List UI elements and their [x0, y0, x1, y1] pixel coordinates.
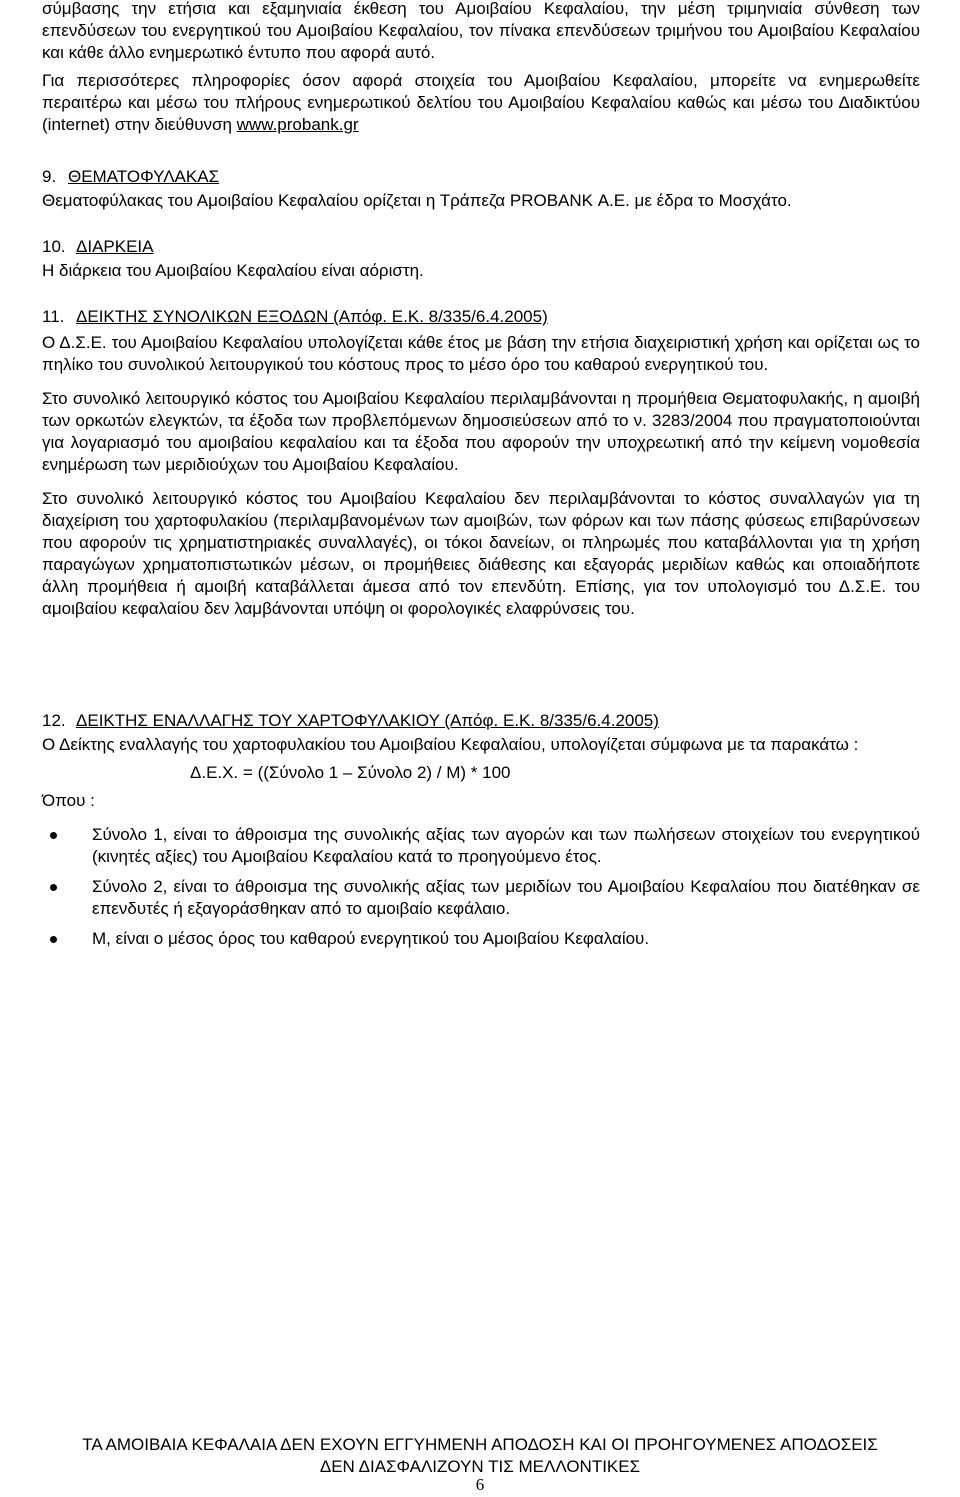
bullet-icon [50, 884, 57, 891]
section-9-body: Θεματοφύλακας του Αμοιβαίου Κεφαλαίου ορίζεται η Τράπεζα PROBANK Α.Ε. με έδρα το Μοσχάτο. [42, 191, 792, 210]
section-10-title: ΔΙΑΡΚΕΙΑ [76, 237, 154, 256]
section-11-paragraph-3: Στο συνολικό λειτουργικό κόστος του Αμοιβαίου Κεφαλαίου δεν περιλαμβάνονται το κόστος συναλλαγών για τη διαχείριση του χαρτοφυλακίου (περιλαμβανομένων των αμοιβών, των φόρων και των πάσης φύσεως επιβαρύνσεων που αφορούν τις χρηματιστηριακές συναλλαγές), οι τόκοι δανείων, οι πληρωμές που καταβάλλονται για τη χρήση παραγώγων χρηματοπιστωτικών μέσων, οι προμήθειες διάθεσης και εξαγοράς μεριδίων καθώς και οποιαδήποτε άλλη προμήθεια ή αμοιβή καταβάλλεται άμεσα από τον επενδύτη. Επίσης, για τον υπολογισμό του Δ.Σ.Ε. του αμοιβαίου κεφαλαίου δεν λαμβάνονται υπόψη οι φορολογικές ελαφρύνσεις του. [42, 489, 920, 618]
section-12-intro: Ο Δείκτης εναλλαγής του χαρτοφυλακίου του Αμοιβαίου Κεφαλαίου, υπολογίζεται σύμφωνα με τα παρακάτω : [42, 735, 859, 754]
bullet-icon [50, 936, 57, 943]
section-12-bullet-list [42, 824, 920, 950]
list-item: Μ, είναι ο μέσος όρος του καθαρού ενεργητικού του Αμοιβαίου Κεφαλαίου. [42, 928, 920, 950]
list-item: Σύνολο 1, είναι το άθροισμα της συνολικής αξίας των αγορών και των πωλήσεων στοιχείων του ενεργητικού (κινητές αξίες) του Αμοιβαίου Κεφαλαίου κατά το προηγούμενο έτος. [42, 824, 920, 868]
section-9-number: 9. [42, 167, 57, 186]
page-number: 6 [475, 1475, 485, 1494]
section-11-paragraph-1: Ο Δ.Σ.Ε. του Αμοιβαίου Κεφαλαίου υπολογίζεται κάθε έτος με βάση την ετήσια διαχειριστική χρήση και ορίζεται ως το πηλίκο του συνολικού λειτουργικού του κόστους προς το μέσο όρο του καθαρού ενεργητικού του. [42, 333, 920, 374]
section-11 [42, 306, 920, 620]
intro-continuation: σύμβασης την ετήσια και εξαμηνιαία έκθεση του Αμοιβαίου Κεφαλαίου, την μέση τριμηνιαία σύνθεση των επενδύσεων του ενεργητικού του Αμοιβαίου Κεφαλαίου, τον πίνακα επενδύσεων τριμήνου του Αμοιβαίου Κεφαλαίου και κάθε άλλο ενημερωτικό έντυπο που αφορά αυτό. [42, 0, 920, 62]
footer-disclaimer [0, 1434, 960, 1478]
section-10 [42, 236, 920, 282]
footer-line-1: ΤΑ ΑΜΟΙΒΑΙΑ ΚΕΦΑΛΑΙΑ ΔΕΝ ΕΧΟΥΝ ΕΓΓΥΗΜΕΝΗ ΑΠΟΔΟΣΗ ΚΑΙ ΟΙ ΠΡΟΗΓΟΥΜΕΝΕΣ ΑΠΟΔΟΣΕΙΣ [82, 1435, 878, 1454]
section-12 [42, 710, 920, 950]
section-11-paragraph-2: Στο συνολικό λειτουργικό κόστος του Αμοιβαίου Κεφαλαίου περιλαμβάνονται η προμήθεια Θεματοφυλακής, η αμοιβή των ορκωτών ελεγκτών, τα έξοδα των προβλεπόμενων δημοσιεύσεων από το ν. 3283/2004 που πραγματοποιούνται για λογαριασμό του αμοιβαίου κεφαλαίου και τα έξοδα που αφορούν την υποχρεωτική από την κείμενη νομοθεσία ενημέρωση των μεριδιούχων του Αμοιβαίου Κεφαλαίου. [42, 389, 920, 474]
section-11-title: ΔΕΙΚΤΗΣ ΣΥΝΟΛΙΚΩΝ ΕΞΟΔΩΝ (Απόφ. Ε.Κ. 8/335/6.4.2005) [76, 307, 548, 326]
info-paragraph [42, 70, 920, 136]
footer-line-2: ΔΕΝ ΔΙΑΣΦΑΛΙΖΟΥΝ ΤΙΣ ΜΕΛΛΟΝΤΙΚΕΣ [319, 1457, 641, 1476]
section-10-body: Η διάρκεια του Αμοιβαίου Κεφαλαίου είναι αόριστη. [42, 261, 424, 280]
section-10-number: 10. [42, 237, 66, 256]
info-paragraph-text: Για περισσότερες πληροφορίες όσον αφορά στοιχεία του Αμοιβαίου Κεφαλαίου, μπορείτε να ενημερωθείτε περαιτέρω και μέσω του πλήρους ενημερωτικού δελτίου του Αμοιβαίου Κεφαλαίου καθώς και μέσω του Διαδικτύου (internet) στην διεύθυνση [42, 71, 920, 134]
bullet-icon [50, 832, 57, 839]
section-9 [42, 166, 920, 212]
probank-link[interactable]: www.probank.gr [236, 115, 359, 134]
list-item: Σύνολο 2, είναι το άθροισμα της συνολικής αξίας των μεριδίων του Αμοιβαίου Κεφαλαίου που διατέθηκαν σε επενδυτές ή εξαγοράσθηκαν από το αμοιβαίο κεφάλαιο. [42, 876, 920, 920]
section-11-number: 11. [42, 307, 65, 326]
section-9-title: ΘΕΜΑΤΟΦΥΛΑΚΑΣ [68, 167, 220, 186]
section-12-where: Όπου : [42, 791, 95, 810]
section-12-formula: Δ.Ε.Χ. = ((Σύνολο 1 – Σύνολο 2) / Μ) * 100 [190, 763, 511, 782]
section-12-title: ΔΕΙΚΤΗΣ ΕΝΑΛΛΑΓΗΣ ΤΟΥ ΧΑΡΤΟΦΥΛΑΚΙΟΥ (Απόφ. Ε.Κ. 8/335/6.4.2005) [76, 711, 659, 730]
section-12-number: 12. [42, 711, 66, 730]
